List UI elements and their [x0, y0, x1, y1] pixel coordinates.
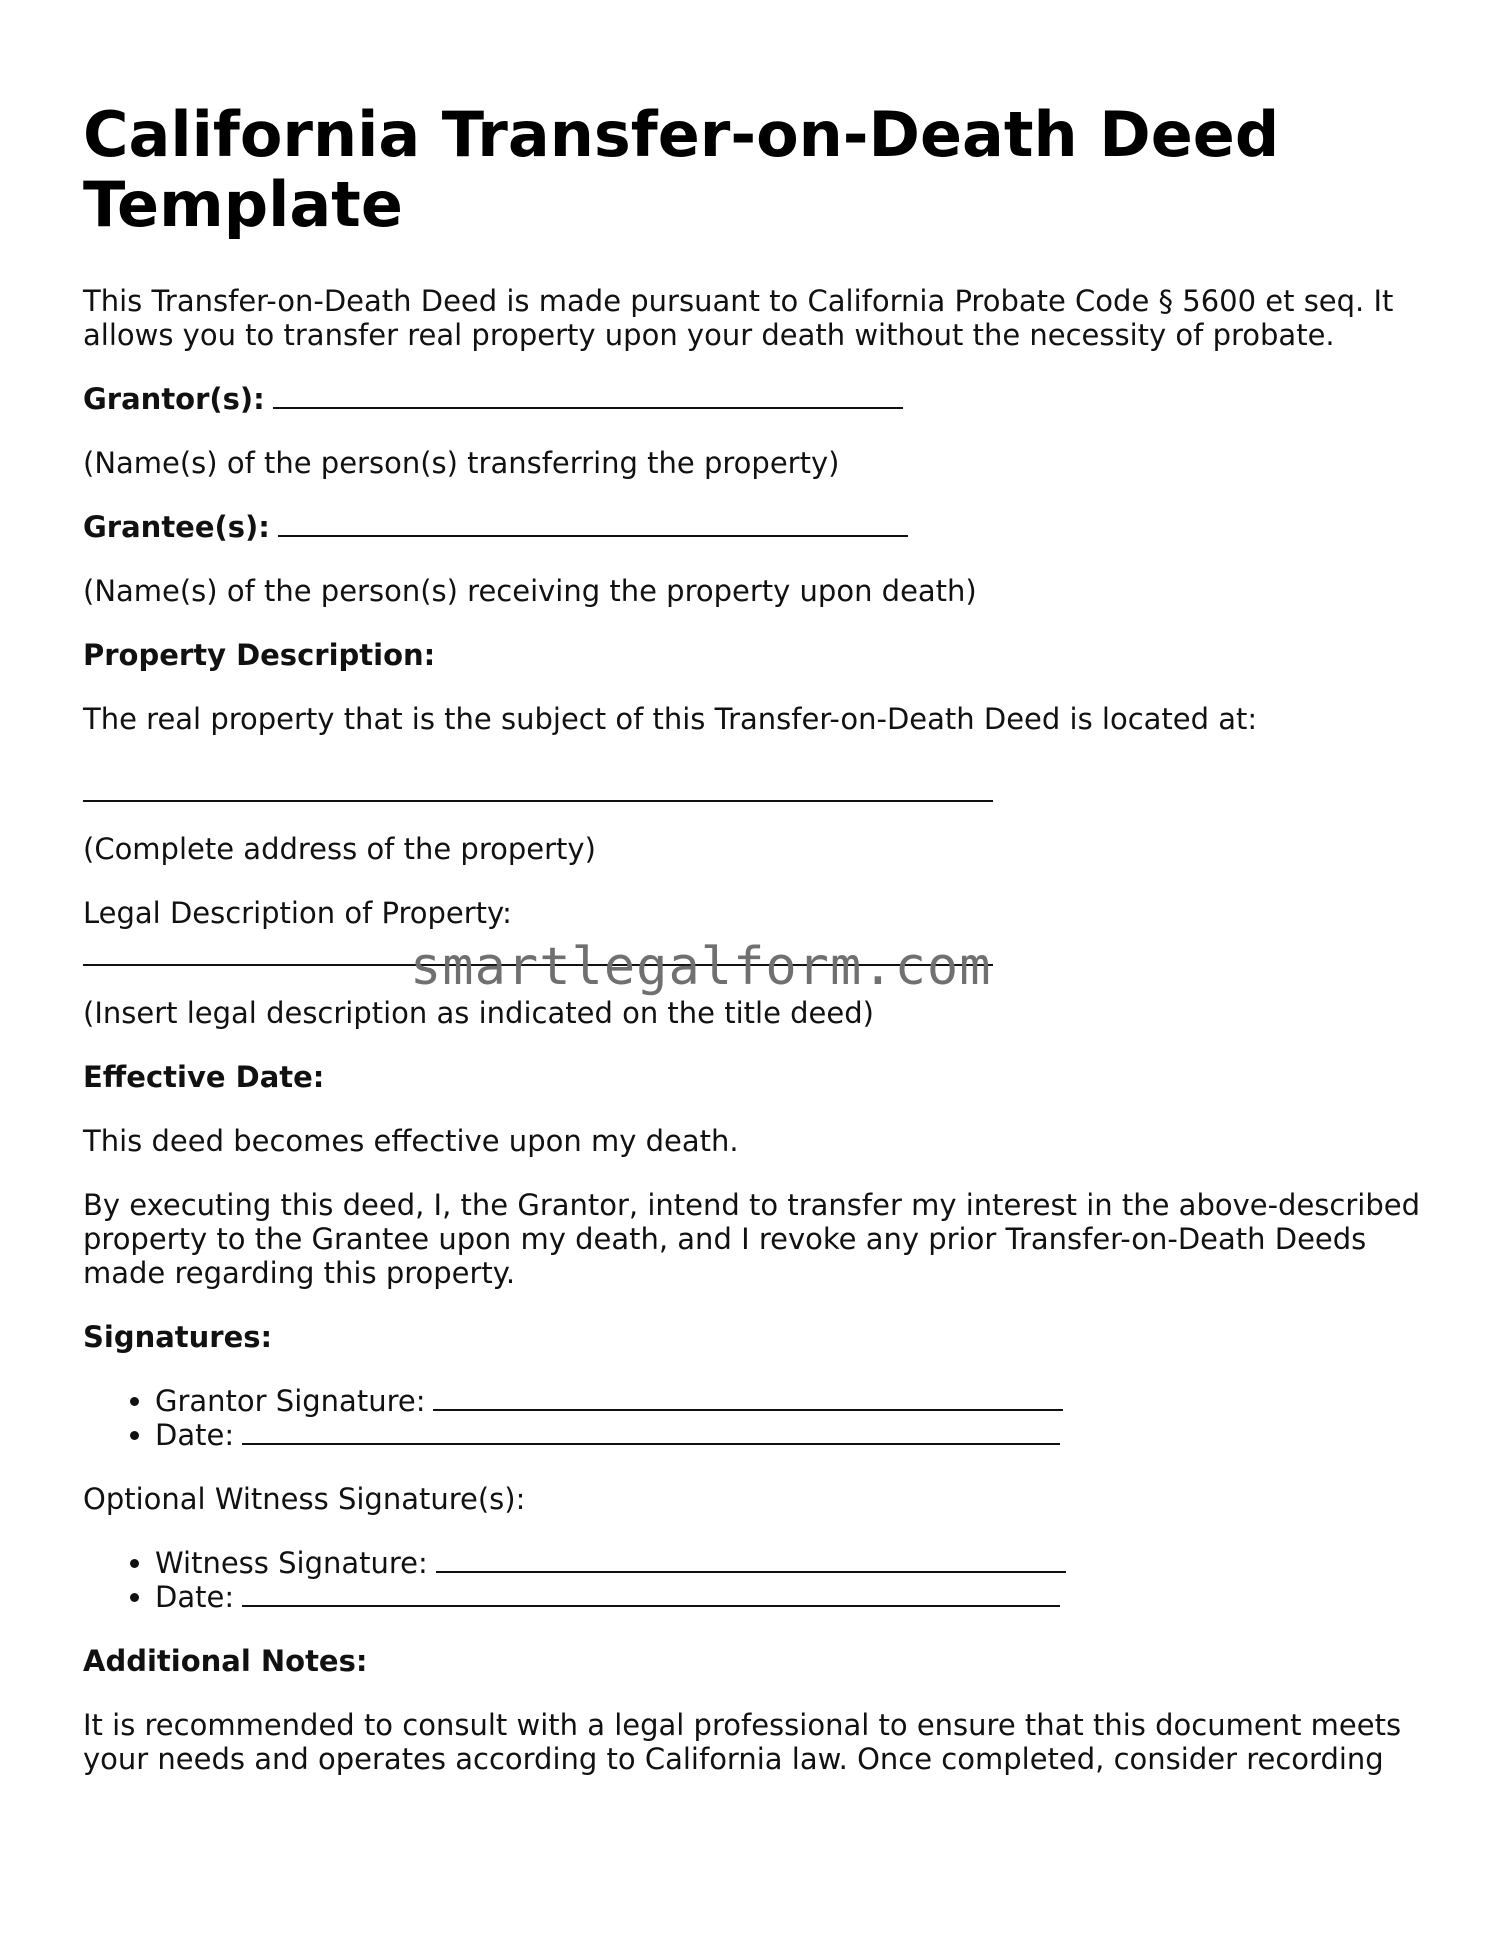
property-heading: Property Description: [83, 638, 436, 672]
grantee-label: Grantee(s): [83, 510, 270, 544]
grantor-statement: By executing this deed, I, the Grantor, intend to transfer my interest in the above-described property to the Grantee upon my death, and I revoke any prior Transfer-on-Death Deeds made regarding this property. [83, 1188, 1421, 1290]
grantor-row [83, 382, 1423, 416]
witness-date-label: Date: [155, 1580, 235, 1614]
additional-notes-heading: Additional Notes: [83, 1644, 368, 1678]
witness-signature-blank[interactable] [436, 1547, 1066, 1573]
grantee-note: (Name(s) of the person(s) receiving the property upon death) [83, 574, 977, 608]
grantor-label: Grantor(s): [83, 382, 265, 416]
signatures-heading: Signatures: [83, 1320, 273, 1354]
witness-date-item [155, 1580, 1423, 1614]
grantor-signature-label: Grantor Signature: [155, 1384, 426, 1418]
witness-signature-list [83, 1546, 1423, 1614]
witness-date-blank[interactable] [242, 1581, 1060, 1607]
grantee-blank[interactable] [278, 511, 908, 537]
grantor-note: (Name(s) of the person(s) transferring the property) [83, 446, 840, 480]
grantor-signature-list [83, 1384, 1423, 1452]
address-note: (Complete address of the property) [83, 832, 596, 866]
grantor-date-blank[interactable] [242, 1419, 1060, 1445]
property-text: The real property that is the subject of this Transfer-on-Death Deed is located at: [83, 702, 1258, 736]
witness-signature-item [155, 1546, 1423, 1580]
address-blank[interactable] [83, 766, 993, 802]
grantor-signature-blank[interactable] [433, 1385, 1063, 1411]
page-title: California Transfer-on-Death Deed Template [83, 98, 1280, 241]
intro-paragraph: This Transfer-on-Death Deed is made pursuant to California Probate Code § 5600 et seq. It allows you to transfer real property upon your death without the necessity of probate. [83, 284, 1394, 352]
grantor-date-item [155, 1418, 1423, 1452]
additional-notes-text: It is recommended to consult with a legal professional to ensure that this document meets your needs and operates according to California law. Once completed, consider recording [83, 1708, 1402, 1776]
effective-date-text: This deed becomes effective upon my death. [83, 1124, 739, 1158]
legal-description-label: Legal Description of Property: [83, 896, 512, 930]
grantor-blank[interactable] [273, 383, 903, 409]
grantor-date-label: Date: [155, 1418, 235, 1452]
grantor-signature-item [155, 1384, 1423, 1418]
witness-heading: Optional Witness Signature(s): [83, 1482, 526, 1516]
grantee-row [83, 510, 1423, 544]
watermark: smartlegalform.com [410, 937, 992, 997]
witness-signature-label: Witness Signature: [155, 1546, 428, 1580]
effective-date-heading: Effective Date: [83, 1060, 325, 1094]
legal-description-note: (Insert legal description as indicated on the title deed) [83, 996, 874, 1030]
